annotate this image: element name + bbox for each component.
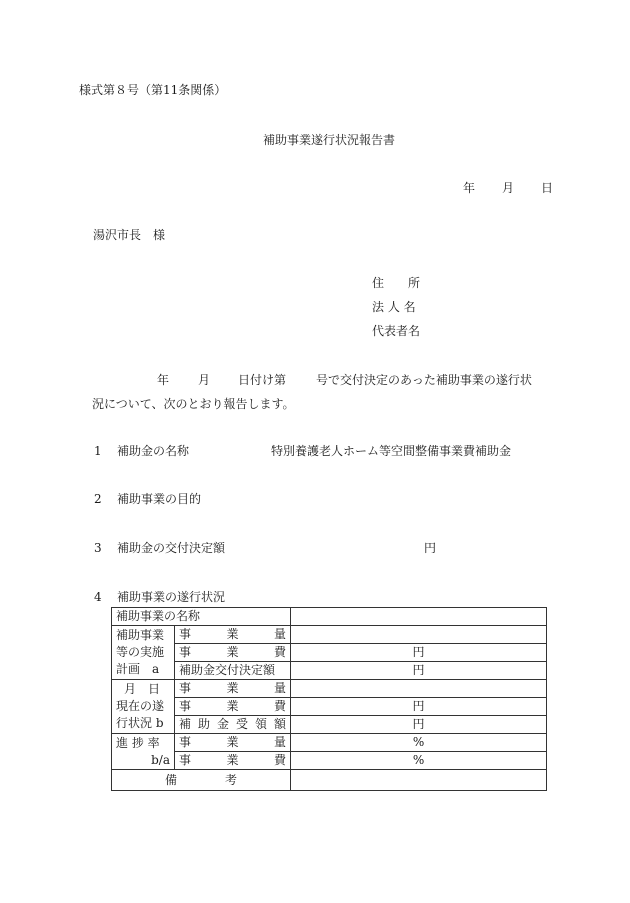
table-row: [112, 734, 547, 752]
table-row: [112, 752, 547, 770]
table-row: [112, 770, 547, 791]
row-label-grant-decision: 補助金交付決定額: [175, 662, 291, 680]
item-label: 補助金の名称: [117, 444, 190, 458]
table-row: [112, 680, 547, 698]
item-number: 3: [94, 541, 102, 555]
item-number: 4: [94, 590, 102, 604]
body-month: 月: [198, 373, 211, 387]
row-label-grant-received: 補 助 金 受 領 額: [175, 716, 291, 734]
table-row: [112, 698, 547, 716]
row-label-quantity: 事 業 量: [175, 734, 291, 752]
addressee: 湯沢市長 様: [93, 228, 166, 242]
table-row: [112, 626, 547, 644]
applicant-address-label: 住 所: [372, 276, 421, 290]
form-number: 様式第８号（第11条関係）: [79, 83, 227, 97]
item-number: 2: [94, 492, 102, 506]
applicant-representative-label: 代表者名: [372, 324, 421, 338]
plan-label-line1: 補助事業: [116, 628, 165, 642]
plan-label-line2: 等の実施: [116, 645, 165, 659]
item-number: 1: [94, 444, 102, 458]
item-label: 補助事業の目的: [117, 492, 202, 506]
date-day: 日: [541, 181, 554, 195]
row-label-cost: 事 業 費: [175, 698, 291, 716]
yen-unit: 円: [291, 716, 547, 734]
current-label-line3: 行状況 b: [116, 716, 164, 730]
value-cell: [291, 680, 547, 698]
body-line-2: 況について、次のとおり報告します。: [92, 397, 295, 411]
row-label-quantity: 事 業 量: [175, 626, 291, 644]
progress-table: [111, 607, 547, 791]
percent-unit: %: [291, 752, 547, 770]
plan-label-line3: 計画 a: [116, 662, 160, 676]
current-label-line2: 現在の遂: [116, 699, 165, 713]
document-title: 補助事業遂行状況報告書: [263, 133, 396, 147]
table-row: [112, 662, 547, 680]
yen-unit: 円: [291, 644, 547, 662]
yen-unit: 円: [424, 541, 437, 555]
item-label: 補助金の交付決定額: [117, 541, 226, 555]
body-rest: 号で交付決定のあった補助事業の遂行状: [316, 373, 532, 387]
percent-unit: %: [291, 734, 547, 752]
remarks-label: 備 考: [112, 770, 291, 791]
applicant-corporation-label: 法 人 名: [372, 300, 416, 314]
body-year: 年: [157, 373, 170, 387]
yen-unit: 円: [291, 662, 547, 680]
progress-label-line1: 進 捗 率: [116, 735, 160, 750]
yen-unit: 円: [291, 698, 547, 716]
current-label-line1: 月 日: [124, 682, 161, 696]
date-month: 月: [502, 181, 515, 195]
row-label-quantity: 事 業 量: [175, 680, 291, 698]
plan-group-label: [112, 626, 175, 680]
remarks-cell: [291, 770, 547, 791]
progress-label-line2: b/a: [151, 752, 170, 767]
item-label: 補助事業の遂行状況: [117, 590, 226, 604]
row-label-cost: 事 業 費: [175, 752, 291, 770]
body-dated: 日付け第: [238, 373, 287, 387]
table-header-cell: 補助事業の名称: [112, 608, 291, 626]
table-row: [112, 716, 547, 734]
table-row: [112, 644, 547, 662]
table-row: [112, 608, 547, 626]
row-label-cost: 事 業 費: [175, 644, 291, 662]
date-year: 年: [463, 181, 476, 195]
current-group-label: [112, 680, 175, 734]
grant-name-value: 特別養護老人ホーム等空間整備事業費補助金: [271, 444, 512, 458]
project-name-cell: [291, 608, 547, 626]
progress-group-label: [112, 734, 175, 770]
value-cell: [291, 626, 547, 644]
